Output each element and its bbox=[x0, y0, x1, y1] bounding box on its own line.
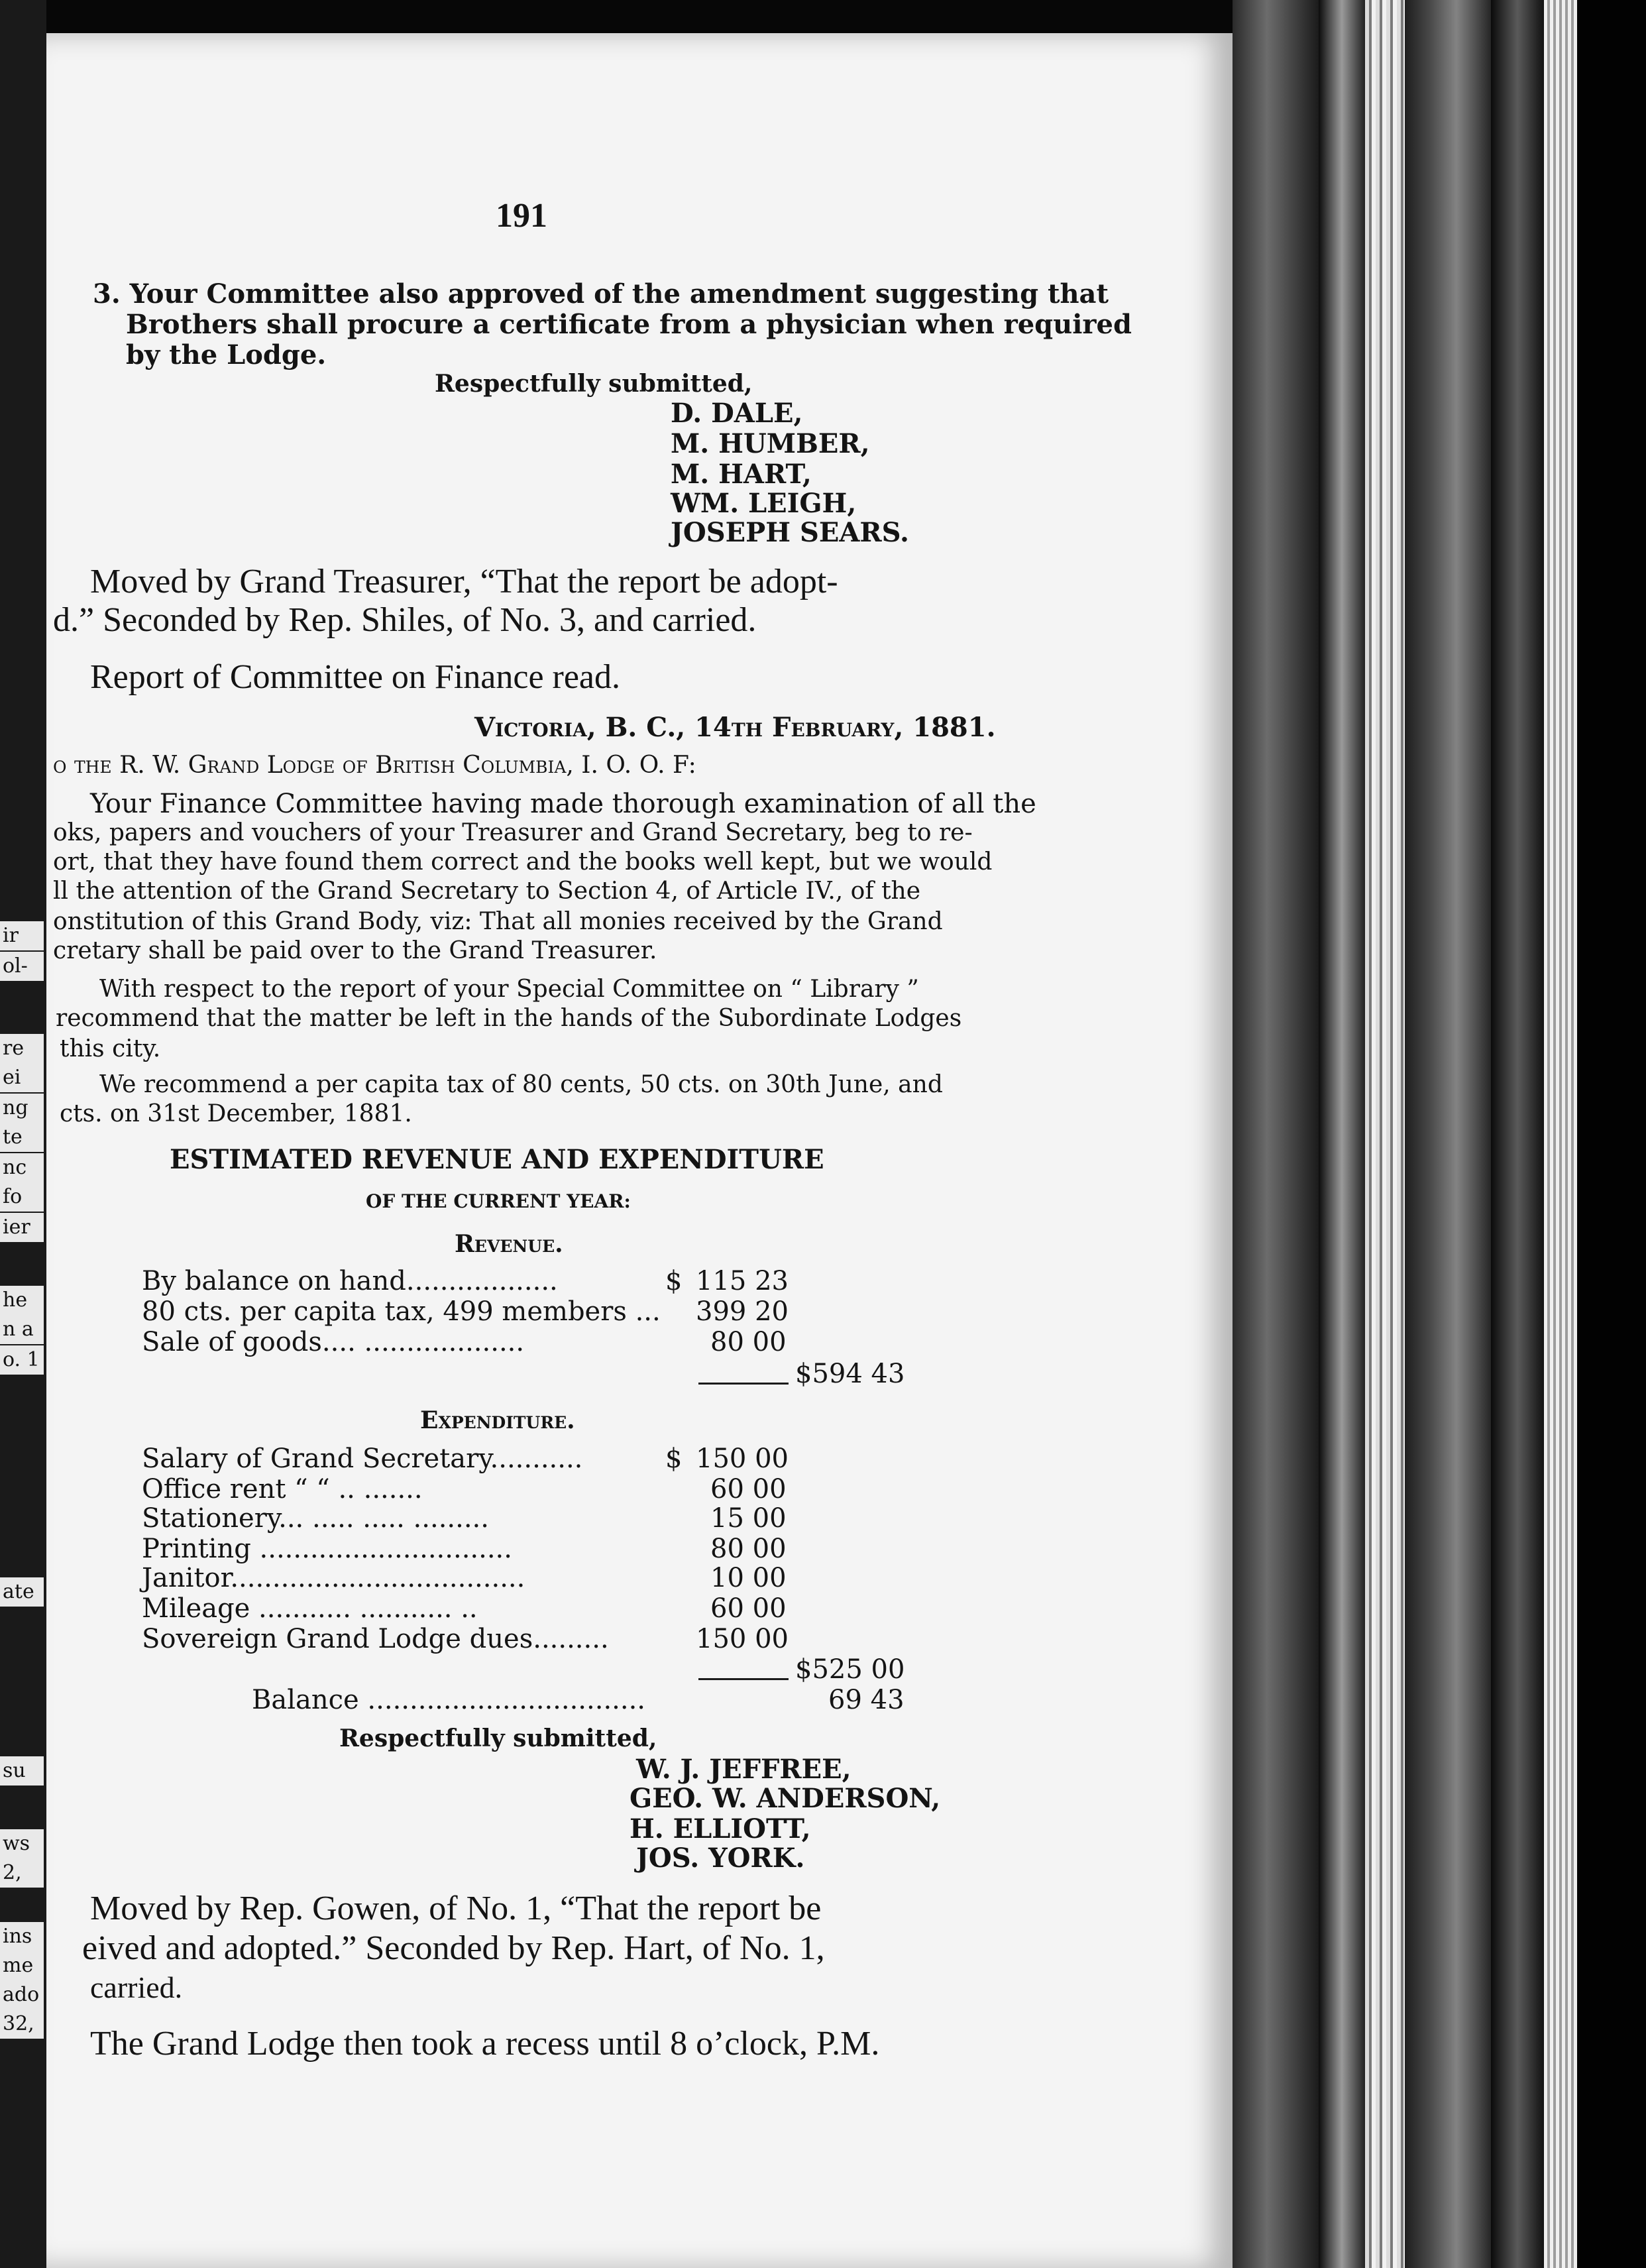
paragraph-line: oks, papers and vouchers of your Treasurer and Grand Secretary, beg to re- bbox=[53, 819, 973, 846]
paragraph-line: With respect to the report of your Special Committee on “ Library ” bbox=[99, 976, 919, 1003]
margin-fragment: ier bbox=[0, 1213, 44, 1242]
margin-fragment: re bbox=[0, 1034, 44, 1063]
expenditure-row-amount: 80 00 bbox=[710, 1534, 787, 1564]
expenditure-row-dollar: $ bbox=[665, 1444, 683, 1474]
page-edge bbox=[1233, 0, 1319, 2268]
page-edge bbox=[1577, 0, 1646, 2268]
margin-fragment: 2, bbox=[0, 1858, 44, 1888]
page-edge bbox=[1365, 0, 1405, 2268]
margin-fragment: ado bbox=[0, 1980, 44, 2010]
report-heading: Report of Committee on Finance read. bbox=[90, 658, 621, 696]
page-edge bbox=[1319, 0, 1365, 2268]
signatory-name: JOSEPH SEARS. bbox=[671, 517, 909, 548]
margin-fragment: me bbox=[0, 1951, 44, 1980]
balance-label: Balance ................................. bbox=[252, 1685, 646, 1715]
margin-fragment: o. 1 bbox=[0, 1345, 44, 1375]
expenditure-row-label: Stationery... ..... ..... ......... bbox=[142, 1503, 489, 1534]
page-edge bbox=[1405, 0, 1491, 2268]
expenditure-row-label: Office rent “ “ .. ....... bbox=[142, 1474, 423, 1504]
motion-line: Moved by Rep. Gowen, of No. 1, “That the report be bbox=[90, 1890, 822, 1927]
expenditure-row-amount: 150 00 bbox=[696, 1444, 789, 1474]
subtotal-rule bbox=[698, 1383, 789, 1385]
expenditure-row-amount: 10 00 bbox=[710, 1563, 787, 1593]
signatory-name: D. DALE, bbox=[671, 398, 803, 429]
page-edge bbox=[1491, 0, 1544, 2268]
revenue-row-dollar: $ bbox=[665, 1266, 683, 1296]
expenditure-row-label: Mileage ........... ........... .. bbox=[142, 1593, 478, 1624]
expenditure-row-amount: 15 00 bbox=[710, 1503, 787, 1534]
expenditure-row-amount: 60 00 bbox=[710, 1593, 787, 1624]
motion-line: Moved by Grand Treasurer, “That the report be adopt- bbox=[90, 563, 838, 600]
subtotal-rule bbox=[698, 1678, 789, 1680]
estimate-subtitle: OF THE CURRENT YEAR: bbox=[366, 1190, 631, 1212]
revenue-row-amount: 115 23 bbox=[696, 1266, 789, 1296]
paragraph-line: ort, that they have found them correct and the books well kept, but we would bbox=[53, 848, 993, 876]
paragraph-line: ll the attention of the Grand Secretary to Section 4, of Article IV., of the bbox=[53, 878, 921, 905]
paragraph-line: onstitution of this Grand Body, viz: That all monies received by the Grand bbox=[53, 908, 943, 935]
margin-fragment: ei bbox=[0, 1063, 44, 1092]
signatory-name: WM. LEIGH, bbox=[671, 488, 857, 519]
page-edge bbox=[1544, 0, 1577, 2268]
margin-fragment: n a bbox=[0, 1315, 44, 1344]
signatory-name: GEO. W. ANDERSON, bbox=[630, 1783, 941, 1814]
item3-line: by the Lodge. bbox=[126, 339, 327, 370]
revenue-row-label: Sale of goods.... ................... bbox=[142, 1327, 525, 1357]
expenditure-total: $525 00 bbox=[795, 1654, 905, 1685]
paragraph-line: recommend that the matter be left in the hands of the Subordinate Lodges bbox=[56, 1005, 962, 1032]
expenditure-heading: Expenditure. bbox=[420, 1406, 575, 1434]
revenue-total: $594 43 bbox=[795, 1359, 905, 1389]
signoff-heading: Respectfully submitted, bbox=[339, 1725, 657, 1752]
page-number: 191 bbox=[496, 197, 547, 235]
margin-fragment: ir bbox=[0, 921, 44, 950]
margin-fragment: he bbox=[0, 1286, 44, 1315]
paragraph-line: We recommend a per capita tax of 80 cents, 50 cts. on 30th June, and bbox=[99, 1071, 943, 1098]
margin-fragment: ol- bbox=[0, 952, 44, 981]
motion-line: eived and adopted.” Seconded by Rep. Hart, of No. 1, bbox=[82, 1929, 825, 1967]
margin-fragment: fo bbox=[0, 1182, 44, 1212]
margin-fragment: ins bbox=[0, 1922, 44, 1951]
margin-fragment: ng bbox=[0, 1094, 44, 1123]
revenue-heading: Revenue. bbox=[455, 1230, 563, 1258]
signatory-name: JOS. YORK. bbox=[636, 1843, 805, 1874]
margin-fragment: nc bbox=[0, 1153, 44, 1182]
margin-fragment: 32, bbox=[0, 2010, 44, 2039]
expenditure-row-amount: 150 00 bbox=[696, 1624, 789, 1654]
expenditure-row-amount: 60 00 bbox=[710, 1474, 787, 1504]
expenditure-row-label: Sovereign Grand Lodge dues......... bbox=[142, 1624, 609, 1654]
signatory-name: W. J. JEFFREE, bbox=[636, 1754, 851, 1785]
motion-line: carried. bbox=[90, 1970, 183, 2004]
motion-line: d.” Seconded by Rep. Shiles, of No. 3, and carried. bbox=[53, 601, 757, 639]
paragraph-line: Your Finance Committee having made thorough examination of all the bbox=[90, 789, 1036, 819]
dateline: Victoria, B. C., 14th February, 1881. bbox=[474, 712, 996, 743]
balance-amount: 69 43 bbox=[828, 1685, 905, 1715]
expenditure-row-label: Salary of Grand Secretary........... bbox=[142, 1444, 583, 1474]
paragraph-line: cretary shall be paid over to the Grand Treasurer. bbox=[53, 937, 657, 964]
revenue-row-label: By balance on hand.................. bbox=[142, 1266, 558, 1296]
item3-line: 3. Your Committee also approved of the amendment suggesting that bbox=[93, 278, 1109, 310]
expenditure-row-label: Janitor................................... bbox=[142, 1563, 525, 1593]
closing-line: The Grand Lodge then took a recess until 8 o’clock, P.M. bbox=[90, 2025, 880, 2063]
item3-line: Brothers shall procure a certificate from a physician when required bbox=[126, 309, 1132, 340]
paragraph-line: this city. bbox=[60, 1035, 161, 1062]
margin-fragment: ate bbox=[0, 1577, 44, 1607]
revenue-row-label: 80 cts. per capita tax, 499 members ... bbox=[142, 1296, 661, 1327]
signatory-name: M. HUMBER, bbox=[671, 428, 870, 459]
signoff-heading: Respectfully submitted, bbox=[435, 370, 753, 398]
paragraph-line: cts. on 31st December, 1881. bbox=[60, 1100, 412, 1127]
margin-fragment: te bbox=[0, 1123, 44, 1152]
signatory-name: M. HART, bbox=[671, 459, 812, 490]
margin-fragment: ws bbox=[0, 1829, 44, 1858]
margin-fragment: su bbox=[0, 1756, 44, 1786]
signatory-name: H. ELLIOTT, bbox=[630, 1813, 811, 1844]
revenue-row-amount: 80 00 bbox=[710, 1327, 787, 1357]
revenue-row-amount: 399 20 bbox=[696, 1296, 789, 1327]
estimate-title: ESTIMATED REVENUE AND EXPENDITURE bbox=[170, 1144, 824, 1175]
address-line: o the R. W. Grand Lodge of British Columbia, I. O. O. F: bbox=[53, 752, 696, 779]
expenditure-row-label: Printing .............................. bbox=[142, 1534, 512, 1564]
